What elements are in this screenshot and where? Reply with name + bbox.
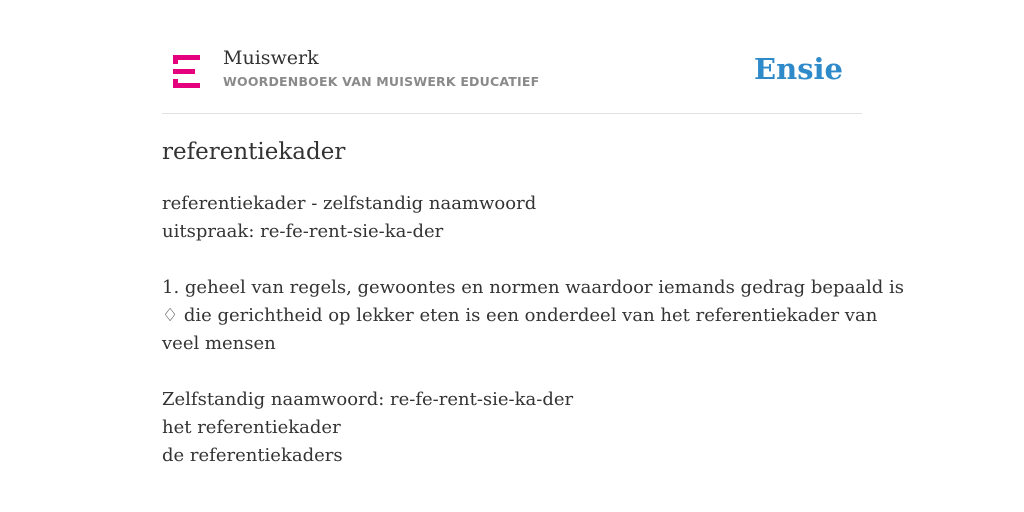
entry-title: referentiekader [162, 139, 346, 165]
muiswerk-e-logo-icon [173, 55, 200, 88]
entry-line-pronunciation: uitspraak: re-fe-rent-sie-ka-der [162, 221, 444, 242]
entry-line-example-cont: veel mensen [162, 333, 276, 354]
entry-spacer [162, 246, 862, 274]
card-header [162, 0, 862, 114]
ensie-brand-logo[interactable]: Ensie [754, 52, 843, 86]
entry-definition [162, 190, 904, 470]
entry-line-word-class: referentiekader - zelfstandig naamwoord [162, 193, 537, 214]
source-subtitle: WOORDENBOEK VAN MUISWERK EDUCATIEF [223, 74, 540, 89]
entry-line-singular: het referentiekader [162, 417, 341, 438]
source-name[interactable]: Muiswerk [223, 47, 319, 69]
entry-line-hyphenation: Zelfstandig naamwoord: re-fe-rent-sie-ka-der [162, 389, 574, 410]
definition-card [162, 0, 904, 512]
entry-spacer [162, 358, 862, 386]
entry-line-example: ♢ die gerichtheid op lekker eten is een onderdeel van het referentiekader van [162, 305, 878, 326]
entry-line-plural: de referentiekaders [162, 445, 343, 466]
entry-line-meaning: 1. geheel van regels, gewoontes en normen waardoor iemands gedrag bepaald is [162, 277, 904, 298]
